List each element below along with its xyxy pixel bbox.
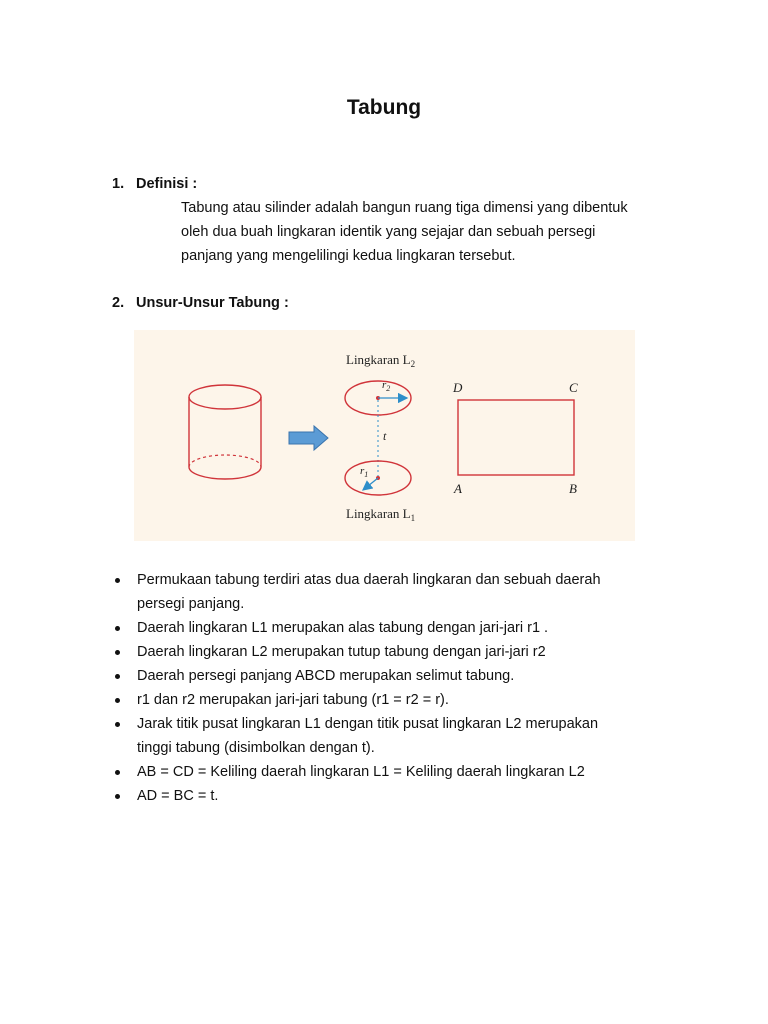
section-heading-text: Definisi :	[136, 176, 198, 192]
page-title: Tabung	[346, 96, 422, 119]
list-item: Daerah persegi panjang ABCD merupakan selimut tabung.	[112, 664, 672, 688]
list-item: Daerah lingkaran L1 merupakan alas tabung dengan jari-jari r1 .	[112, 616, 672, 640]
section-heading-unsur	[112, 295, 289, 311]
corner-b-label: B	[569, 481, 577, 496]
cylinder-shape	[189, 385, 261, 479]
corner-d-label: D	[453, 380, 463, 395]
bullet-icon	[115, 674, 120, 679]
corner-a-label: A	[454, 481, 462, 496]
cylinder-bottom-front	[189, 467, 261, 479]
top-circle-label: Lingkaran $L_2$	[346, 352, 416, 369]
height-label: t	[383, 429, 387, 443]
section-heading-definisi	[112, 176, 197, 192]
bullet-icon	[115, 770, 120, 775]
bullet-icon	[115, 650, 120, 655]
elements-bullet-list	[112, 568, 672, 808]
cylinder-bottom-back-dashed	[189, 455, 261, 467]
bottom-radius-arrow	[363, 478, 378, 490]
bullet-icon	[115, 626, 120, 631]
bottom-radius-label: $r_1$	[360, 465, 369, 479]
definition-paragraph	[181, 196, 701, 268]
bottom-circle-label: Lingkaran $L_1$	[346, 506, 416, 523]
list-item: Jarak titik pusat lingkaran L1 dengan titik pusat lingkaran L2 merupakan tinggi tabung (disimbolkan dengan t).	[112, 712, 672, 760]
definition-line: Tabung atau silinder adalah bangun ruang tiga dimensi yang dibentuk	[181, 200, 628, 216]
section-heading-text: Unsur-Unsur Tabung :	[136, 295, 289, 311]
top-radius-label: $r_2$	[382, 379, 391, 393]
bullet-icon	[115, 578, 120, 583]
section-number: 2.	[112, 295, 125, 311]
section-number: 1.	[112, 176, 125, 192]
cylinder-net-figure	[134, 330, 635, 541]
bullet-icon	[115, 698, 120, 703]
list-item: AB = CD = Keliling daerah lingkaran L1 = Keliling daerah lingkaran L2	[112, 760, 672, 784]
bullet-icon	[115, 722, 120, 727]
cylinder-top-ellipse	[189, 385, 261, 409]
block-arrow-icon	[289, 426, 328, 450]
list-item: Permukaan tabung terdiri atas dua daerah lingkaran dan sebuah daerah persegi panjang.	[112, 568, 672, 616]
rectangle-abcd	[458, 400, 574, 475]
definition-line: panjang yang mengelilingi kedua lingkaran tersebut.	[181, 248, 516, 264]
list-item: Daerah lingkaran L2 merupakan tutup tabung dengan jari-jari r2	[112, 640, 672, 664]
bullet-icon	[115, 794, 120, 799]
list-item: AD = BC = t.	[112, 784, 672, 808]
definition-line: oleh dua buah lingkaran identik yang sejajar dan sebuah persegi	[181, 224, 596, 240]
list-item: r1 dan r2 merupakan jari-jari tabung (r1 = r2 = r).	[112, 688, 672, 712]
corner-c-label: C	[569, 380, 578, 395]
cylinder-net-diagram	[134, 330, 635, 541]
